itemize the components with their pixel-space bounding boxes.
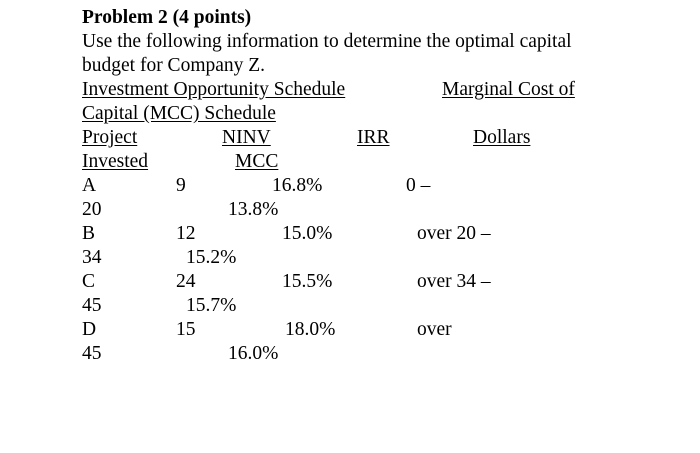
row-a-invested: 20	[82, 199, 102, 220]
row-b-invested: 34	[82, 247, 102, 268]
row-d-mcc: 16.0%	[228, 343, 279, 364]
row-a-ninv: 9	[176, 175, 186, 196]
row-c-ninv: 24	[176, 271, 196, 292]
problem-title: Problem 2 (4 points)	[82, 7, 252, 28]
dollars-column-header: Dollars	[473, 127, 531, 148]
row-b-dollars: over 20 –	[417, 223, 491, 244]
row-b-mcc: 15.2%	[186, 247, 237, 268]
mcc-column-header: MCC	[235, 151, 279, 172]
ninv-column-header: NINV	[222, 127, 271, 148]
row-d-ninv: 15	[176, 319, 196, 340]
mcc-schedule-header: Capital (MCC) Schedule	[82, 103, 276, 124]
row-a-dollars: 0 –	[406, 175, 431, 196]
investment-schedule-header: Investment Opportunity Schedule	[82, 79, 346, 100]
row-d-dollars: over	[417, 319, 452, 340]
intro-line-1: Use the following information to determine the optimal capital	[82, 31, 572, 52]
row-b-ninv: 12	[176, 223, 196, 244]
irr-column-header: IRR	[357, 127, 390, 148]
row-c-dollars: over 34 –	[417, 271, 491, 292]
marginal-cost-header: Marginal Cost of	[442, 79, 575, 100]
row-c-irr: 15.5%	[282, 271, 333, 292]
intro-line-2: budget for Company Z.	[82, 55, 266, 76]
row-d-invested: 45	[82, 343, 102, 364]
row-b-irr: 15.0%	[282, 223, 333, 244]
row-c-invested: 45	[82, 295, 102, 316]
row-c-project: C	[82, 271, 96, 292]
row-d-project: D	[82, 319, 97, 340]
row-a-irr: 16.8%	[272, 175, 323, 196]
row-b-project: B	[82, 223, 96, 244]
row-d-irr: 18.0%	[285, 319, 336, 340]
row-c-mcc: 15.7%	[186, 295, 237, 316]
invested-column-header: Invested	[82, 151, 149, 172]
project-column-header: Project	[82, 127, 138, 148]
row-a-mcc: 13.8%	[228, 199, 279, 220]
row-a-project: A	[82, 175, 97, 196]
